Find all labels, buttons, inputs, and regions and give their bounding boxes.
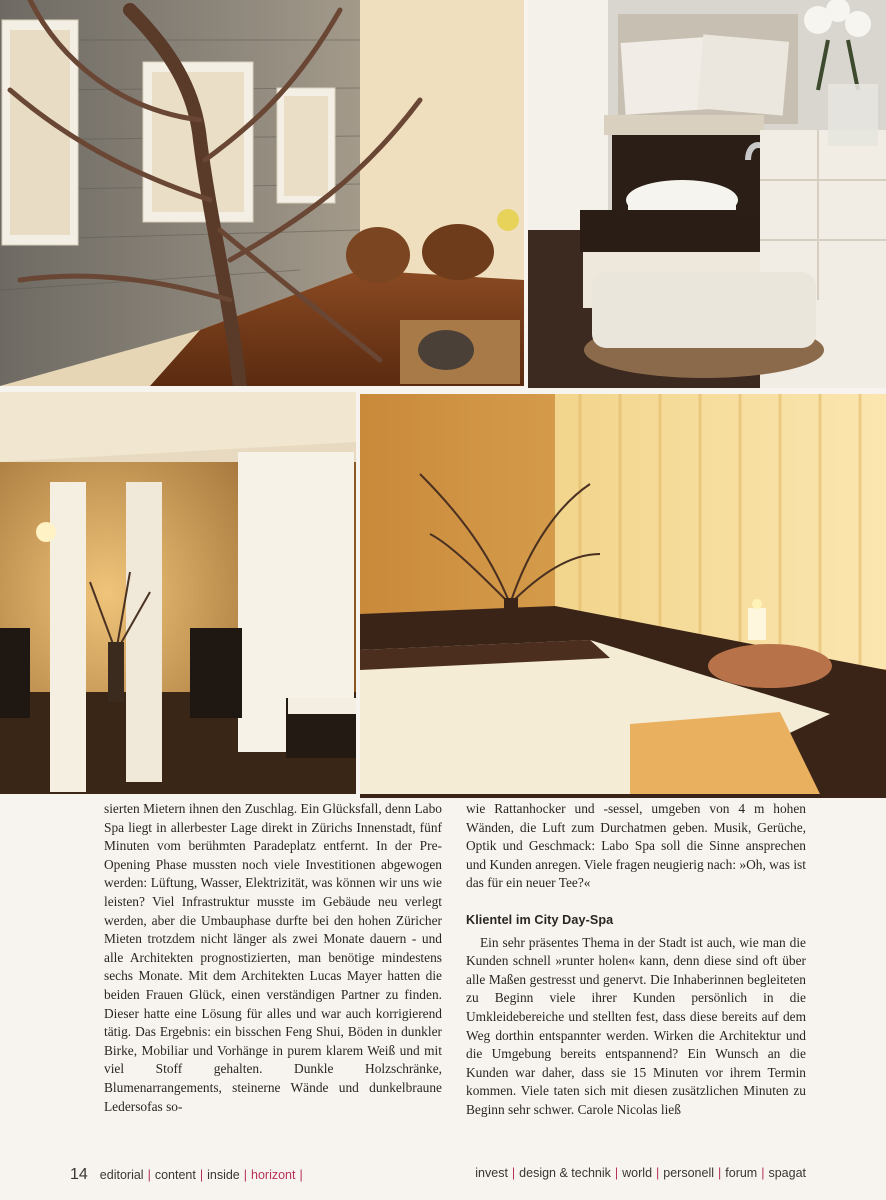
- article-paragraph: wie Rattanhocker und -sessel, umgeben von 4 m hohen Wänden, die Luft zum Durchatmen geben. Musik, Gerüche, Optik und Geschmack: Labo Spa soll die Sinne ansprechen und Kunden anregen. Viele fragen neugierig nach: »Oh, was ist das für ein neuer Tee?«: [466, 801, 806, 891]
- nav-link-invest[interactable]: invest: [475, 1166, 508, 1180]
- nav-separator: |: [243, 1168, 248, 1182]
- nav-link-content[interactable]: content: [154, 1168, 196, 1182]
- nav-link-spagat[interactable]: spagat: [768, 1166, 806, 1180]
- pedicure-station-photo: [528, 0, 886, 388]
- spa-lounge-photo: [0, 0, 524, 386]
- article-paragraph: sierten Mietern ihnen den Zuschlag. Ein Glücksfall, denn Labo Spa liegt in allerbester Lage direkt in Zürichs Innenstadt, fünf Minuten vom berühmten Paradeplatz entfernt. In der Pre-Opening Phase mussten noch viele Investitionen abgewogen werden: Lüftung, Wasser, Elektrizität, was können wir uns wie leisten? Viel Infrastruktur musste im Gebäude neu verlegt werden, aber die Umbauphase durfte bei den hohen Züricher Mieten trotzdem nicht länger als zwei Monate dauern - und alle Architekten prognostizierten, man benötige mindestens sechs Monate. Mit dem Architekten Lucas Mayer hatten die beiden Frauen Glück, einen verständigen Partner zu finden. Dieser hatte eine Lösung für alles und war auch korrigierend tätig. Das Ergebnis: ein bisschen Feng Shui, Böden in dunkler Birke, Mobiliar und Vorhänge in purem klarem Weiß und mit viel Stoff gehalten. Dunkle Holzschränke, Blumenarrangements, steinerne Wände und dunkelbraune Ledersofas so-: [104, 801, 442, 1114]
- nav-link-forum[interactable]: forum: [725, 1166, 758, 1180]
- nav-separator: |: [614, 1166, 619, 1180]
- nav-link-world[interactable]: world: [622, 1166, 653, 1180]
- nav-link-editorial[interactable]: editorial: [99, 1168, 144, 1182]
- relaxation-room-photo: [360, 394, 886, 798]
- nav-separator: |: [511, 1166, 516, 1180]
- nav-separator: |: [199, 1168, 204, 1182]
- article-subheading: Klientel im City Day-Spa: [466, 912, 614, 927]
- footer-right-nav: [475, 1166, 806, 1180]
- nav-link-inside[interactable]: inside: [207, 1168, 240, 1182]
- nav-separator: |: [718, 1166, 722, 1180]
- nav-separator: |: [299, 1168, 303, 1182]
- nav-link-personell[interactable]: personell: [663, 1166, 715, 1180]
- nav-link-design-technik[interactable]: design & technik: [519, 1166, 611, 1180]
- page-number: 14: [70, 1166, 88, 1183]
- nav-separator: |: [761, 1166, 765, 1180]
- nav-link-horizont[interactable]: horizont: [251, 1168, 296, 1182]
- footer-left-nav: [70, 1166, 307, 1184]
- article-right-column: [466, 800, 806, 1120]
- nav-separator: |: [656, 1166, 660, 1180]
- article-paragraph: Ein sehr präsentes Thema in der Stadt ist auch, wie man die Kunden schnell »runter holen« kann, denn diese sind oft über alle Maßen gestresst und genervt. Die Inhaberinnen begleiteten zu Beginn viele ihrer Kunden persönlich in die Umkleidebereiche und stellten fest, dass diese bereits auf dem Weg dorthin entspannter werden. Wirken die Architektur und die Umgebung bereits entspannend? Ein Wunsch an die Kunden war daher, dass sie 15 Minuten vor ihrem Termin kommen. Viele taten sich mit diesen zusätzlichen Minuten zu Beginn sehr schwer. Carole Nicolas ließ: [466, 934, 806, 1117]
- nav-separator: |: [147, 1168, 151, 1182]
- page-footer: [0, 1166, 886, 1188]
- treatment-rooms-photo: [0, 392, 356, 794]
- article-left-column: [104, 800, 442, 1116]
